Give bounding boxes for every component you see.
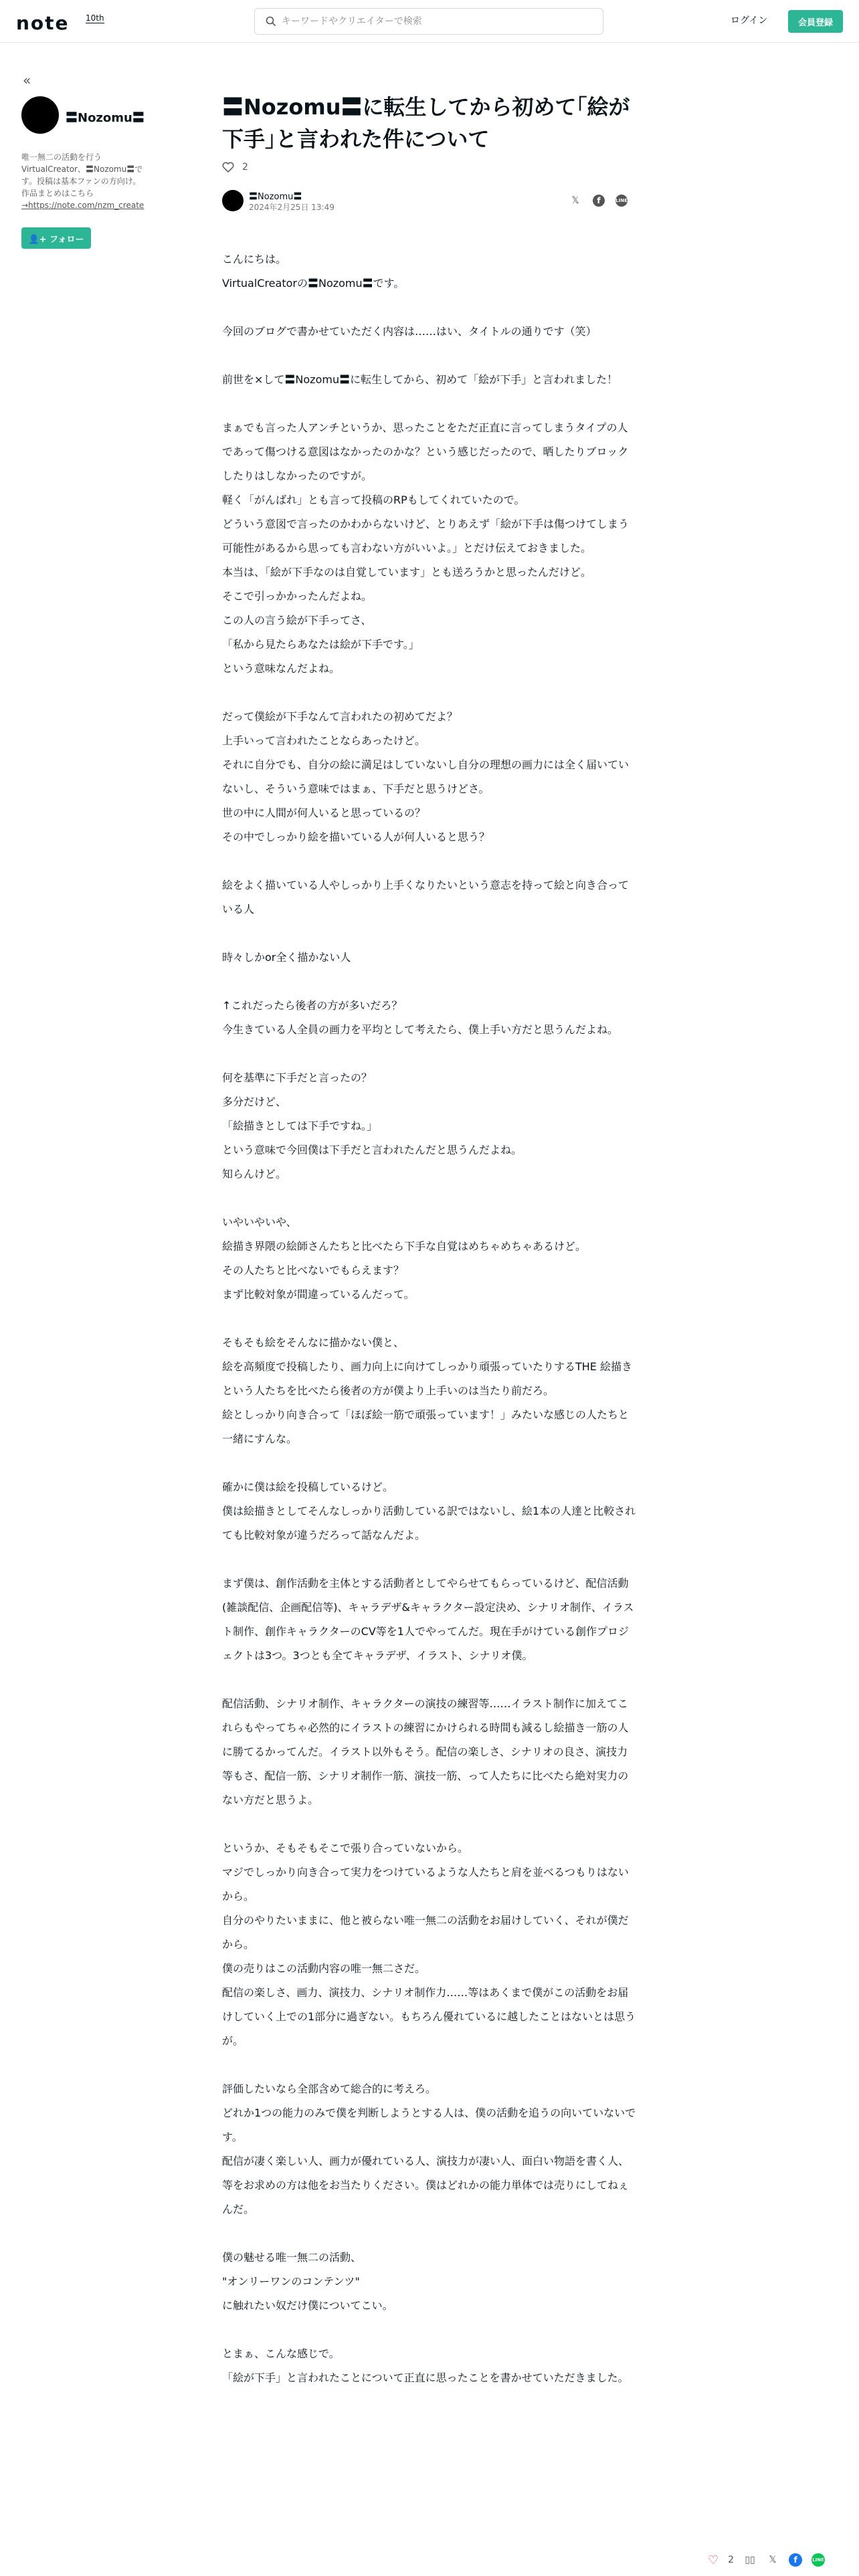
paragraph-gap <box>222 1547 637 1572</box>
note-logo[interactable]: note <box>16 12 70 34</box>
article-line: それに自分でも、自分の絵に満足はしていないし自分の理想の画力には全く届いていないし、そういう意味ではまぁ、下手だと思うけどさ。 <box>222 758 630 795</box>
paragraph-gap <box>222 392 637 416</box>
signup-button[interactable]: 会員登録 <box>788 10 843 33</box>
article-line: どれか1つの能力のみで僕を判断しようとする人は、僕の活動を追うの向いていないです。 <box>222 2107 636 2143</box>
article-line: だって僕絵が下手なんて言われたの初めてだよ？ <box>222 710 458 723</box>
paragraph-gap <box>222 1042 637 1066</box>
article-line: こんにちは。 <box>222 253 287 265</box>
article-line: 「絵描きとしては下手ですね。」 <box>222 1119 378 1132</box>
article-line: 確かに僕は絵を投稿しているけど。 <box>222 1481 394 1493</box>
reader-icon[interactable]: ▯▯ <box>745 2555 755 2565</box>
article-line: "オンリーワンのコンテンツ" <box>222 2275 360 2288</box>
paragraph-gap <box>222 922 637 946</box>
article-line: 本当は、「絵が下手なのは自覚しています」とも送ろうかと思ったんだけど。 <box>222 566 592 578</box>
search-input[interactable] <box>282 9 596 34</box>
article-line: 今生きている人全員の画力を平均として考えたら、僕上手い方だと思うんだよね。 <box>222 1023 619 1036</box>
article-line: 知らんけど。 <box>222 1168 287 1180</box>
bio-line: 唯一無二の活動を行う <box>21 152 102 162</box>
sidebar-bio <box>21 151 149 211</box>
article-line: どういう意図で言ったのかわからないけど、とりあえず「絵が下手は傷つけてしまう可能性があるから思っても言わない方がいいよ。」とだけ伝えておきました。 <box>222 518 630 554</box>
person-add-icon: 👤+ <box>28 234 47 245</box>
paragraph-gap <box>222 1451 637 1475</box>
heart-icon[interactable]: ♡ <box>708 2553 719 2567</box>
article-line: その人たちと比べないでもらえます？ <box>222 1264 405 1277</box>
article-line: ↑これだったら後者の方が多いだろ？ <box>222 999 403 1012</box>
article-line: 何を基準に下手だと言ったの？ <box>222 1071 373 1084</box>
article-line: 軽く「がんばれ」とも言って投稿のRPもしてくれていたので。 <box>222 494 525 506</box>
share-buttons <box>569 194 628 207</box>
bottom-like-count[interactable]: 2 <box>728 2555 735 2565</box>
paragraph-gap <box>222 1668 637 1692</box>
search-icon <box>266 16 276 27</box>
article-line: 「絵が下手」と言われたことについて正直に思ったことを書かせていただきました。 <box>222 2371 629 2384</box>
bio-link[interactable]: →https://note.com/nzm_create <box>21 201 145 210</box>
article-line: というか、そもそもそこで張り合っていないから。 <box>222 1842 469 1854</box>
logo-10th-badge: 10th <box>86 13 104 23</box>
facebook-icon[interactable]: f <box>593 195 605 207</box>
paragraph-gap <box>222 2053 637 2077</box>
article-body <box>222 247 637 2390</box>
article-line: その中でしっかり絵を描いている人が何人いると思う？ <box>222 831 490 843</box>
article-line: という意味で今回僕は下手だと言われたんだと思うんだよね。 <box>222 1144 522 1156</box>
paragraph-gap <box>222 296 637 320</box>
paragraph-gap <box>222 1186 637 1210</box>
article-line: 前世を×して〓Nozomu〓に転生してから、初めて「絵が下手」と言われました！ <box>222 373 618 386</box>
article-line: 多分だけど、 <box>222 1095 287 1108</box>
like-area <box>222 162 248 173</box>
bio-line: す。投稿は基本ファンの方向け。 <box>21 177 141 186</box>
article-line: この人の言う絵が下手ってさ、 <box>222 614 372 627</box>
paragraph-gap <box>222 2318 637 2342</box>
article-line: 時々しかor全く描かない人 <box>222 951 351 964</box>
x-icon[interactable]: 𝕏 <box>571 195 579 206</box>
bottom-action-bar <box>708 2549 859 2571</box>
collapse-icon[interactable]: « <box>23 72 31 88</box>
article-line: マジでしっかり向き合って実力をつけているような人たちと肩を並べるつもりはないから。 <box>222 1866 629 1903</box>
article-line: 絵としっかり向き合って「ほぼ絵一筋で頑張っています！」みたいな感じの人たちと一緒にすんな。 <box>222 1408 630 1445</box>
paragraph-gap <box>222 849 637 873</box>
site-header <box>0 0 859 43</box>
article-line: 配信が凄く楽しい人、画力が優れている人、演技力が凄い人、面白い物語を書く人、等をお求めの方は他をお当たりください。僕はどれかの能力単体では売りにしてねぇんだ。 <box>222 2155 630 2216</box>
article-line: という意味なんだよね。 <box>222 662 341 675</box>
article-line: 上手いって言われたことならあったけど。 <box>222 734 425 747</box>
facebook-icon[interactable]: f <box>789 2553 802 2567</box>
article-line: 絵をよく描いている人やしっかり上手くなりたいという意志を持って絵と向き合っている人 <box>222 879 630 916</box>
paragraph-gap <box>222 1307 637 1331</box>
article-line: いやいやいや、 <box>222 1216 297 1228</box>
article-line: まぁでも言った人アンチというか、思ったことをただ正直に言ってしまうタイプの人であって傷つける意図はなかったのかな？という感じだったので、晒したりブロックしたりはしなかったのですが。 <box>222 421 629 482</box>
paragraph-gap <box>222 1812 637 1836</box>
sidebar-author-name[interactable]: 〓Nozomu〓 <box>66 111 145 125</box>
paragraph-gap <box>222 2222 637 2246</box>
paragraph-gap <box>222 970 637 994</box>
x-icon[interactable]: 𝕏 <box>769 2555 777 2565</box>
article-line: 評価したいなら全部含めて総合的に考えろ。 <box>222 2082 437 2095</box>
line-icon[interactable]: LINE <box>812 2553 825 2567</box>
publish-date: 2024年2月25日 13:49 <box>249 203 335 212</box>
article-line: 配信の楽しさ、画力、演技力、シナリオ制作力……等はあくまで僕がこの活動をお届けしていく上での1部分に過ぎない。もちろん優れているに越したことはないとは思うが。 <box>222 1986 636 2047</box>
bio-line: VirtualCreator、〓Nozomu〓で <box>21 165 143 174</box>
article-line: 「私から見たらあなたは絵が下手です。」 <box>222 638 419 651</box>
article-line: VirtualCreatorの〓Nozomu〓です。 <box>222 277 405 290</box>
line-icon[interactable]: LINE <box>615 195 628 207</box>
article-line: 僕は絵描きとしてそんなしっかり活動している訳ではないし、絵1本の人達と比較されても比較対象が違うだろって話なんだよ。 <box>222 1505 636 1541</box>
paragraph-gap <box>222 681 637 705</box>
article-line: 世の中に人間が何人いると思っているの？ <box>222 807 426 819</box>
follow-button[interactable] <box>21 227 91 249</box>
article-line: まず比較対象が間違っているんだって。 <box>222 1288 415 1301</box>
article-line: まず僕は、創作活動を主体とする活動者としてやらせてもらっているけど、配信活動(雑談配信、企画配信等)、キャラデザ&キャラクター設定決め、シナリオ制作、イラスト制作、創作キャラクターのCV等を1人でやってんだ。現在手がけている創作プロジェクトは3つ。3つとも全てキャラデザ、イラスト、シナリオ僕。 <box>222 1577 634 1662</box>
article-line: 自分のやりたいままに、他と被らない唯一無二の活動をお届けしていく、それが僕だから。 <box>222 1914 629 1951</box>
avatar[interactable] <box>21 96 59 134</box>
like-count[interactable]: 2 <box>242 162 248 173</box>
article-line: 配信活動、シナリオ制作、キャラクターの演技の練習等……イラスト制作に加えてこれらもやってちゃ必然的にイラストの練習にかけられる時間も減るし絵描き一筋の人に勝てるかってんだ。イラスト以外もそう。配信の楽しさ、シナリオの良さ、演技力等もさ、配信一筋、シナリオ制作一筋、演技一筋、って人たちに比べたら絶対実力のない方だと思うよ。 <box>222 1697 629 1806</box>
bio-line: 作品まとめはこちら <box>21 189 94 198</box>
author-name[interactable]: 〓Nozomu〓 <box>249 192 302 202</box>
article-line: とまぁ、こんな感じで。 <box>222 2347 340 2360</box>
article-line: 僕の売りはこの活動内容の唯一無二さだ。 <box>222 1962 426 1975</box>
author-avatar[interactable] <box>222 190 244 211</box>
article-line: そこで引っかかったんだよね。 <box>222 590 373 603</box>
article-line: 絵を高頻度で投稿したり、画力向上に向けてしっかり頑張っていたりするTHE 絵描きという人たちを比べたら後者の方が僕より上手いのは当たり前だろ。 <box>222 1360 633 1397</box>
article-title: 〓Nozomu〓に転生してから初めて｢絵が下手｣と言われた件について <box>222 94 630 152</box>
article-line: そもそも絵をそんなに描かない僕と、 <box>222 1336 405 1349</box>
search-box[interactable] <box>254 8 603 35</box>
paragraph-gap <box>222 344 637 368</box>
follow-label: フォロー <box>50 234 84 245</box>
article-line: 今回のブログで書かせていただく内容は……はい、タイトルの通りです（笑） <box>222 325 597 338</box>
article-line: に触れたい奴だけ僕についてこい。 <box>222 2299 393 2312</box>
heart-icon[interactable] <box>222 162 234 173</box>
article-line: 絵描き界隈の絵師さんたちと比べたら下手な自覚はめちゃめちゃあるけど。 <box>222 1240 587 1253</box>
article-line: 僕の魅せる唯一無二の活動、 <box>222 2251 362 2264</box>
login-link[interactable]: ログイン <box>731 15 768 26</box>
